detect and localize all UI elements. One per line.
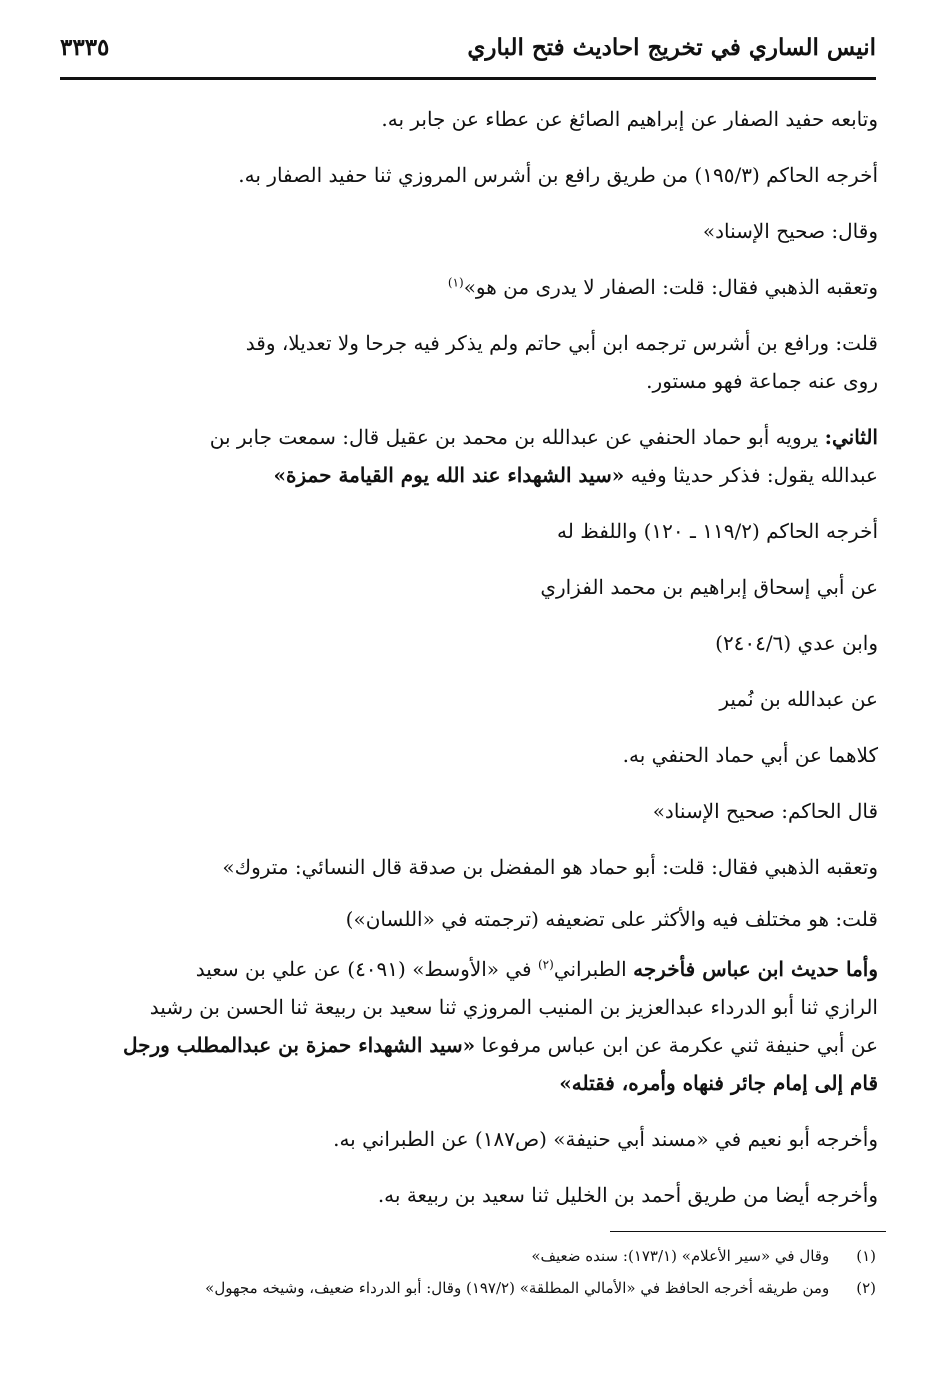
text-line bbox=[70, 680, 878, 718]
text-line bbox=[70, 324, 878, 362]
text-line bbox=[70, 736, 878, 774]
section-label: الثاني: bbox=[824, 425, 878, 449]
hadith-quote: قام إلى إمام جائر فنهاه وأمره، فقتله» bbox=[559, 1071, 878, 1095]
text-line bbox=[70, 1176, 878, 1214]
footnote-ref[interactable]: (٢) bbox=[537, 957, 554, 972]
section-lead: وأما حديث ابن عباس فأخرجه bbox=[633, 957, 878, 981]
line-text: وتعقبه الذهبي فقال: قلت: الصفار لا يدرى من هو» bbox=[463, 275, 878, 299]
paragraph bbox=[70, 418, 878, 494]
paragraph bbox=[70, 950, 878, 1102]
text-line bbox=[70, 456, 878, 494]
page-header bbox=[60, 30, 876, 76]
line-text: وتابعه حفيد الصفار عن إبراهيم الصائغ عن عطاء عن جابر به. bbox=[381, 107, 878, 131]
footnote-number: (٢) bbox=[856, 1279, 876, 1297]
line-text: وتعقبه الذهبي فقال: قلت: أبو حماد هو المفضل بن صدقة قال النسائي: متروك» bbox=[222, 855, 878, 879]
footnote-item bbox=[70, 1272, 876, 1304]
line-text: وقال: صحيح الإسناد» bbox=[702, 219, 878, 243]
line-text: روى عنه جماعة فهو مستور. bbox=[646, 369, 878, 393]
footnotes bbox=[70, 1240, 876, 1304]
text-line bbox=[70, 988, 878, 1026]
line-text: عن عبدالله بن نُمير bbox=[719, 687, 878, 711]
footnote-ref[interactable]: (١) bbox=[447, 275, 464, 290]
hadith-quote: «سيد الشهداء عند الله يوم القيامة حمزة» bbox=[273, 463, 625, 487]
text-line bbox=[70, 512, 878, 550]
line-text: وأخرجه أبو نعيم في «مسند أبي حنيفة» (ص١٨٧) عن الطبراني به. bbox=[333, 1127, 878, 1151]
text-line bbox=[70, 624, 878, 662]
footnote-rule bbox=[610, 1231, 886, 1232]
text-line bbox=[70, 268, 878, 306]
line-text: أخرجه الحاكم (١١٩/٢ ـ ١٢٠) واللفظ له bbox=[557, 519, 878, 543]
text-line bbox=[70, 100, 878, 138]
footnote-text: وقال في «سير الأعلام» (١٧٣/١): سنده ضعيف» bbox=[531, 1247, 830, 1265]
main-text bbox=[70, 96, 878, 1214]
header-rule bbox=[60, 77, 876, 80]
text-line bbox=[70, 792, 878, 830]
line-text: عن أبي حنيفة ثني عكرمة عن ابن عباس مرفوعا bbox=[475, 1033, 878, 1057]
paragraph bbox=[70, 324, 878, 400]
footnote-item bbox=[70, 1240, 876, 1272]
line-text: عبدالله يقول: فذكر حديثا وفيه bbox=[624, 463, 878, 487]
text-line bbox=[70, 1120, 878, 1158]
line-text: الرازي ثنا أبو الدرداء عبدالعزيز بن المنيب المروزي ثنا سعيد بن ربيعة ثنا الحسن بن رشيد bbox=[149, 995, 878, 1019]
text-line bbox=[70, 1064, 878, 1102]
page-number: ٣٣٣٥ bbox=[60, 34, 110, 61]
line-text: عن أبي إسحاق إبراهيم بن محمد الفزاري bbox=[540, 575, 878, 599]
line-text: وابن عدي (٢٤٠٤/٦) bbox=[715, 631, 878, 655]
text-line bbox=[70, 156, 878, 194]
hadith-quote: «سيد الشهداء حمزة بن عبدالمطلب ورجل bbox=[123, 1033, 476, 1057]
text-line bbox=[70, 950, 878, 988]
text-line bbox=[70, 418, 878, 456]
text-line bbox=[70, 568, 878, 606]
text-line bbox=[70, 848, 878, 886]
line-text: قلت: ورافع بن أشرس ترجمه ابن أبي حاتم ولم يذكر فيه جرحا ولا تعديلا، وقد bbox=[245, 331, 878, 355]
line-text: أخرجه الحاكم (١٩٥/٣) من طريق رافع بن أشرس المروزي ثنا حفيد الصفار به. bbox=[238, 163, 878, 187]
text-line bbox=[70, 1026, 878, 1064]
text-line bbox=[70, 212, 878, 250]
line-text: الطبراني bbox=[553, 957, 634, 981]
line-text: في «الأوسط» (٤٠٩١) عن علي بن سعيد bbox=[195, 957, 538, 981]
line-text: كلاهما عن أبي حماد الحنفي به. bbox=[622, 743, 878, 767]
line-text: وأخرجه أيضا من طريق أحمد بن الخليل ثنا سعيد بن ربيعة به. bbox=[377, 1183, 878, 1207]
text-line bbox=[70, 900, 878, 938]
text-line bbox=[70, 362, 878, 400]
line-text: قلت: هو مختلف فيه والأكثر على تضعيفه (ترجمته في «اللسان») bbox=[345, 907, 878, 931]
footnote-text: ومن طريقه أخرجه الحافظ في «الأمالي المطلقة» (١٩٧/٢) وقال: أبو الدرداء ضعيف، وشيخه مجهول» bbox=[205, 1279, 830, 1297]
footnote-number: (١) bbox=[856, 1247, 876, 1265]
running-title: انيس الساري في تخريج احاديث فتح الباري bbox=[467, 34, 876, 61]
line-text: قال الحاكم: صحيح الإسناد» bbox=[652, 799, 878, 823]
line-text: يرويه أبو حماد الحنفي عن عبدالله بن محمد بن عقيل قال: سمعت جابر بن bbox=[209, 425, 825, 449]
